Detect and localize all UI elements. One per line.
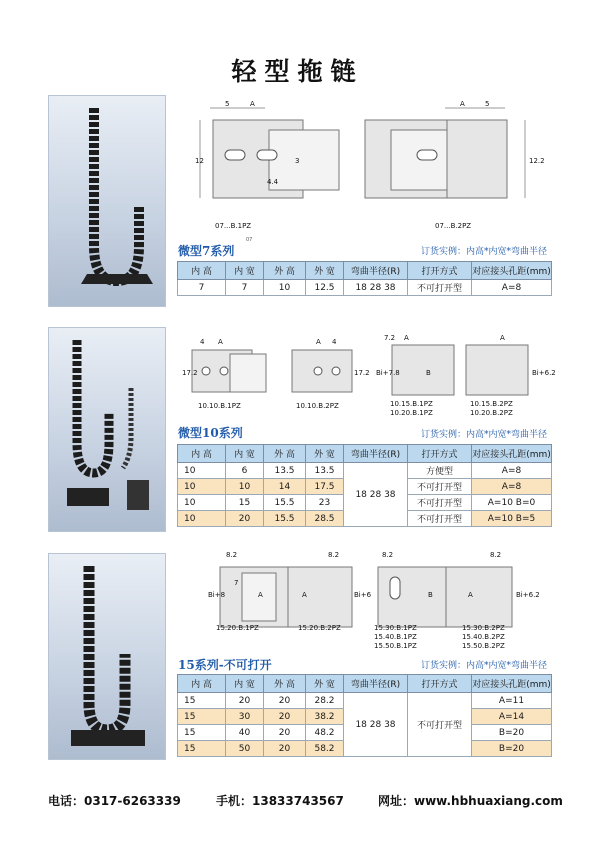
phone-text: 电话：0317-6263339 <box>48 794 181 808</box>
technical-drawing-micro10 <box>180 330 556 418</box>
dim-label: 7 <box>234 579 239 587</box>
small-note: 07 <box>246 237 253 243</box>
table-cell: A=10 B=5 <box>472 511 552 527</box>
series-title-series15: 15系列-不可打开 <box>178 658 272 672</box>
table-cell: 方便型 <box>408 463 472 479</box>
drawing-caption: 15.20.B.1PZ <box>216 624 259 632</box>
column-header: 外 宽 <box>306 262 344 280</box>
table-cell-radius: 18 28 38 <box>344 463 408 527</box>
dim-label: 8.2 <box>226 551 238 559</box>
column-header: 外 宽 <box>306 445 344 463</box>
table-cell: B=20 <box>472 741 552 757</box>
drawing-caption: 10.15.B.1PZ <box>390 400 433 408</box>
dim-label: 12.2 <box>529 157 545 165</box>
dim-label: 17.2 <box>182 369 198 377</box>
technical-drawing-micro7 <box>195 98 545 236</box>
column-header: 打开方式 <box>408 675 472 693</box>
table-cell: 50 <box>226 741 264 757</box>
table-row <box>178 463 552 479</box>
technical-drawing-series15 <box>178 547 550 653</box>
dim-label: Bi+6.2 <box>532 369 556 377</box>
table-cell: 13.5 <box>264 463 306 479</box>
table-cell: 15.5 <box>264 511 306 527</box>
dim-label: 12 <box>195 157 204 165</box>
table-cell: 28.2 <box>306 693 344 709</box>
dim-label: Bi+6.2 <box>516 591 540 599</box>
table-cell: 30 <box>226 709 264 725</box>
table-cell: 20 <box>264 725 306 741</box>
dim-label: Bi+8 <box>208 591 226 599</box>
page-title: 轻型拖链 <box>231 57 364 86</box>
column-header: 弯曲半径(R) <box>344 262 408 280</box>
order-example-note: 订货实例：内高*内宽*弯曲半径 <box>420 430 547 440</box>
column-header: 内 高 <box>178 262 226 280</box>
table-cell: A=8 <box>472 280 552 296</box>
drawing-caption: 10.10.B.1PZ <box>198 402 241 410</box>
table-cell: 10 <box>178 511 226 527</box>
table-cell: A=10 B=0 <box>472 495 552 511</box>
drawing-caption: 10.20.B.2PZ <box>470 409 513 417</box>
table-cell: 7 <box>226 280 264 296</box>
column-header: 内 宽 <box>226 262 264 280</box>
table-header-row <box>178 675 552 693</box>
table-cell: 58.2 <box>306 741 344 757</box>
table-cell-radius: 18 28 38 <box>344 693 408 757</box>
column-header: 外 宽 <box>306 675 344 693</box>
table-cell: 15 <box>178 741 226 757</box>
column-header: 弯曲半径(R) <box>344 445 408 463</box>
table-cell: 20 <box>226 511 264 527</box>
table-cell: 15 <box>178 709 226 725</box>
table-cell: 17.5 <box>306 479 344 495</box>
table-header-row <box>178 262 552 280</box>
dim-label: 4 <box>200 338 205 346</box>
table-cell: 48.2 <box>306 725 344 741</box>
column-header: 打开方式 <box>408 445 472 463</box>
dim-label: A <box>468 591 473 599</box>
table-cell: 40 <box>226 725 264 741</box>
drawing-caption: 10.15.B.2PZ <box>470 400 513 408</box>
website-link[interactable]: 网址：www.hbhuaxiang.com <box>378 794 563 808</box>
order-example-note: 订货实例：内高*内宽*弯曲半径 <box>420 247 547 257</box>
table-cell: 14 <box>264 479 306 495</box>
column-header: 外 高 <box>264 262 306 280</box>
dim-label: Bi+6 <box>354 591 372 599</box>
table-cell: 10 <box>178 495 226 511</box>
table-cell: 7 <box>178 280 226 296</box>
drawing-caption: 15.40.B.2PZ <box>462 633 505 641</box>
dim-label: A <box>316 338 321 346</box>
dim-label: 17.2 <box>354 369 370 377</box>
table-cell: 10 <box>178 479 226 495</box>
dim-label: A <box>302 591 307 599</box>
dim-label: 4.4 <box>267 178 279 186</box>
spec-table-micro10 <box>177 444 552 527</box>
dim-label: A <box>250 100 255 108</box>
dim-label: 8.2 <box>382 551 394 559</box>
drawing-caption: 10.10.B.2PZ <box>296 402 339 410</box>
dim-label: B <box>428 591 433 599</box>
dim-label: A <box>404 334 409 342</box>
table-cell: 6 <box>226 463 264 479</box>
table-cell: 38.2 <box>306 709 344 725</box>
dim-label: A <box>460 100 465 108</box>
table-cell: 10 <box>178 463 226 479</box>
table-cell: 10 <box>264 280 306 296</box>
series-title-micro7: 微型7系列 <box>178 244 235 258</box>
dim-label: 5 <box>485 100 490 108</box>
table-cell: 15 <box>178 693 226 709</box>
dim-label: A <box>218 338 223 346</box>
table-cell: 不可打开型 <box>408 495 472 511</box>
table-cell: 15 <box>178 725 226 741</box>
series-title-micro10: 微型10系列 <box>178 426 243 440</box>
spec-table-micro7 <box>177 261 552 296</box>
column-header: 对应接头孔距(mm) <box>472 445 552 463</box>
dim-label: 4 <box>332 338 337 346</box>
dim-label: 8.2 <box>490 551 502 559</box>
table-cell: 28.5 <box>306 511 344 527</box>
dim-label: A <box>500 334 505 342</box>
table-cell: 23 <box>306 495 344 511</box>
column-header: 打开方式 <box>408 262 472 280</box>
table-cell-open-type: 不可打开型 <box>408 693 472 757</box>
drawing-caption: 15.40.B.1PZ <box>374 633 417 641</box>
column-header: 对应接头孔距(mm) <box>472 262 552 280</box>
table-cell: B=20 <box>472 725 552 741</box>
table-cell: 20 <box>264 741 306 757</box>
column-header: 内 高 <box>178 445 226 463</box>
table-cell: 15 <box>226 495 264 511</box>
dim-label: 7.2 <box>384 334 396 342</box>
product-photo-micro7 <box>48 95 166 307</box>
product-photo-series15 <box>48 553 166 760</box>
table-cell: 20 <box>264 693 306 709</box>
drawing-caption: 07...B.1PZ <box>215 222 252 230</box>
drawing-caption: 07...B.2PZ <box>435 222 472 230</box>
column-header: 内 宽 <box>226 445 264 463</box>
column-header: 弯曲半径(R) <box>344 675 408 693</box>
product-photo-micro10 <box>48 327 166 532</box>
mobile-text: 手机：13833743567 <box>216 794 344 808</box>
table-cell: 不可打开型 <box>408 479 472 495</box>
table-cell: 20 <box>226 693 264 709</box>
table-cell: A=11 <box>472 693 552 709</box>
table-cell: A=14 <box>472 709 552 725</box>
table-cell: 不可打开型 <box>408 280 472 296</box>
drawing-caption: 15.20.B.2PZ <box>298 624 341 632</box>
dim-label: B <box>426 369 431 377</box>
table-cell: 10 <box>226 479 264 495</box>
drawing-caption: 15.30.B.2PZ <box>462 624 505 632</box>
column-header: 外 高 <box>264 675 306 693</box>
dim-label: 5 <box>225 100 230 108</box>
table-cell: A=8 <box>472 479 552 495</box>
dim-label: 8.2 <box>328 551 340 559</box>
spec-table-series15 <box>177 674 552 757</box>
table-cell: A=8 <box>472 463 552 479</box>
drawing-caption: 15.50.B.1PZ <box>374 642 417 650</box>
order-example-note: 订货实例：内高*内宽*弯曲半径 <box>420 661 547 671</box>
table-cell: 13.5 <box>306 463 344 479</box>
drawing-caption: 15.50.B.2PZ <box>462 642 505 650</box>
column-header: 内 宽 <box>226 675 264 693</box>
dim-label: 3 <box>295 157 300 165</box>
table-cell: 不可打开型 <box>408 511 472 527</box>
table-cell: 18 28 38 <box>344 280 408 296</box>
table-row <box>178 280 552 296</box>
table-row <box>178 693 552 709</box>
table-cell: 15.5 <box>264 495 306 511</box>
table-cell: 12.5 <box>306 280 344 296</box>
drawing-caption: 15.30.B.1PZ <box>374 624 417 632</box>
table-header-row <box>178 445 552 463</box>
column-header: 外 高 <box>264 445 306 463</box>
drawing-caption: 10.20.B.1PZ <box>390 409 433 417</box>
column-header: 对应接头孔距(mm) <box>472 675 552 693</box>
dim-label: A <box>258 591 263 599</box>
dim-label: Bi+7.8 <box>376 369 400 377</box>
column-header: 内 高 <box>178 675 226 693</box>
table-cell: 20 <box>264 709 306 725</box>
